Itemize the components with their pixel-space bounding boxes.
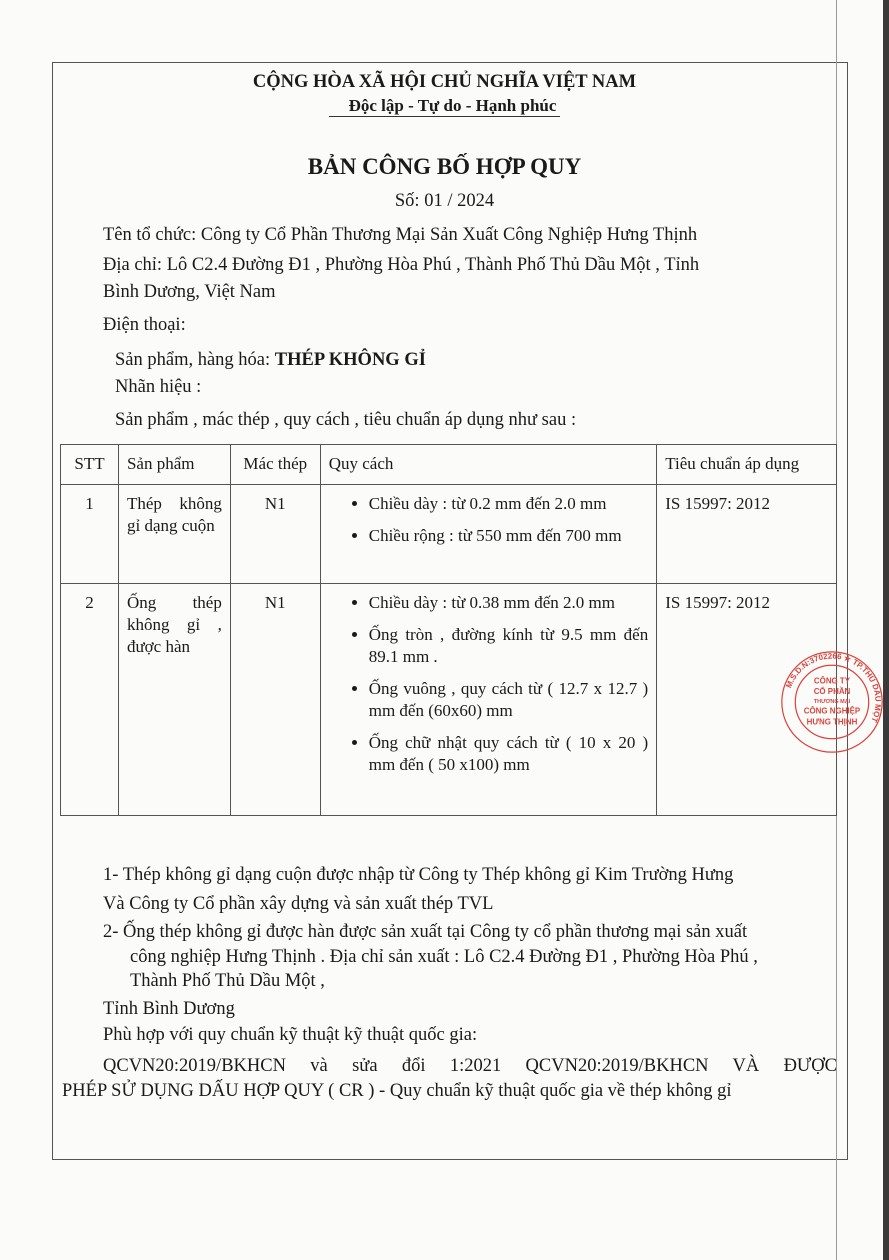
document-number: Số: 01 / 2024 — [394, 191, 495, 211]
note-2a: 2- Ống thép không gỉ được hàn được sản xuất tại Công ty cổ phần thương mại sản xuất — [103, 922, 748, 942]
spec-cell — [320, 584, 656, 816]
motto — [0, 95, 889, 117]
address-line-1: Địa chỉ: Lô C2.4 Đường Đ1 , Phường Hòa Phú , Thành Phố Thủ Dầu Một , Tỉnh — [103, 255, 700, 275]
intro-line: Sản phẩm , mác thép , quy cách , tiêu chuẩn áp dụng như sau : — [115, 410, 577, 430]
header-cell: Sản phẩm — [118, 445, 230, 485]
stt-cell: 2 — [61, 584, 119, 816]
table-row — [61, 584, 837, 816]
standard-cell: IS 15997: 2012 — [657, 485, 837, 584]
nation-heading: CỘNG HÒA XÃ HỘI CHỦ NGHĨA VIỆT NAM — [252, 72, 637, 92]
svg-text:HƯNG THỊNH: HƯNG THỊNH — [806, 717, 858, 727]
header-cell: Mác thép — [230, 445, 320, 485]
spec-item: • Ống vuông , quy cách từ ( 12.7 x 12.7 ) mm đến (60x60) mm — [369, 678, 648, 722]
product-value: THÉP KHÔNG GỈ — [274, 350, 426, 370]
svg-text:CÔNG NGHIỆP: CÔNG NGHIỆP — [803, 706, 861, 716]
org-line: Tên tổ chức: Công ty Cổ Phần Thương Mại Sản Xuất Công Nghiệp Hưng Thịnh — [103, 225, 698, 245]
svg-text:CÔNG TY: CÔNG TY — [813, 676, 851, 686]
brand-line: Nhãn hiệu : — [115, 377, 202, 397]
header-cell: Tiêu chuẩn áp dụng — [657, 445, 837, 485]
standard-cell: IS 15997: 2012 — [657, 584, 837, 816]
product-cell: Thép không gỉ dạng cuộn — [118, 485, 230, 584]
header-cell: STT — [61, 445, 119, 485]
product-label: Sản phẩm, hàng hóa: — [115, 350, 275, 370]
spec-table — [60, 444, 837, 816]
province-line: Tỉnh Bình Dương — [103, 999, 235, 1019]
product-line — [115, 349, 426, 371]
note-2b: công nghiệp Hưng Thịnh . Địa chỉ sản xuất : Lô C2.4 Đường Đ1 , Phường Hòa Phú , — [130, 947, 758, 967]
grade-cell: N1 — [230, 485, 320, 584]
page-title: BẢN CÔNG BỐ HỢP QUY — [307, 154, 582, 179]
product-cell: Ống thép không gỉ , được hàn — [118, 584, 230, 816]
motto-text: Độc lập - Tự do - Hạnh phúc — [329, 96, 561, 117]
header-cell: Quy cách — [320, 445, 656, 485]
svg-text:CỔ PHẦN: CỔ PHẦN — [813, 687, 851, 697]
conformity-line: Phù hợp với quy chuẩn kỹ thuật kỹ thuật quốc gia: — [103, 1025, 478, 1045]
table-header-row — [61, 445, 837, 485]
note-1a: 1- Thép không gỉ dạng cuộn được nhập từ Công ty Thép không gỉ Kim Trường Hưng — [103, 865, 734, 885]
spec-item: • Chiều dày : từ 0.38 mm đến 2.0 mm — [369, 592, 648, 614]
company-seal — [780, 650, 884, 754]
spec-cell — [320, 485, 656, 584]
note-1b: Và Công ty Cổ phần xây dựng và sản xuất thép TVL — [103, 894, 494, 914]
spec-item: • Ống tròn , đường kính từ 9.5 mm đến 89.1 mm . — [369, 624, 648, 668]
table-row — [61, 485, 837, 584]
scan-edge — [883, 0, 889, 1260]
svg-text:THƯƠNG MẠI: THƯƠNG MẠI — [813, 699, 851, 706]
spec-item: • Chiều dày : từ 0.2 mm đến 2.0 mm — [369, 493, 648, 515]
phone-line: Điện thoại: — [103, 315, 186, 335]
regulation-line-1: QCVN20:2019/BKHCN và sửa đổi 1:2021 QCVN20:2019/BKHCN VÀ ĐƯỢC — [103, 1056, 837, 1076]
address-line-2: Bình Dương, Việt Nam — [103, 282, 276, 302]
stt-cell: 1 — [61, 485, 119, 584]
grade-cell: N1 — [230, 584, 320, 816]
svg-text:M.S.D.N:3702266 ★ TP.THỦ DẦU M: M.S.D.N:3702266 ★ TP.THỦ DẦU MỘT — [784, 651, 883, 724]
spec-item: • Ống chữ nhật quy cách từ ( 10 x 20 ) mm đến ( 50 x100) mm — [369, 732, 648, 776]
regulation-line-2: PHÉP SỬ DỤNG DẤU HỢP QUY ( CR ) - Quy chuẩn kỹ thuật quốc gia về thép không gỉ — [62, 1081, 732, 1101]
note-2c: Thành Phố Thủ Dầu Một , — [130, 971, 325, 991]
spec-item: • Chiều rộng : từ 550 mm đến 700 mm — [369, 525, 648, 547]
